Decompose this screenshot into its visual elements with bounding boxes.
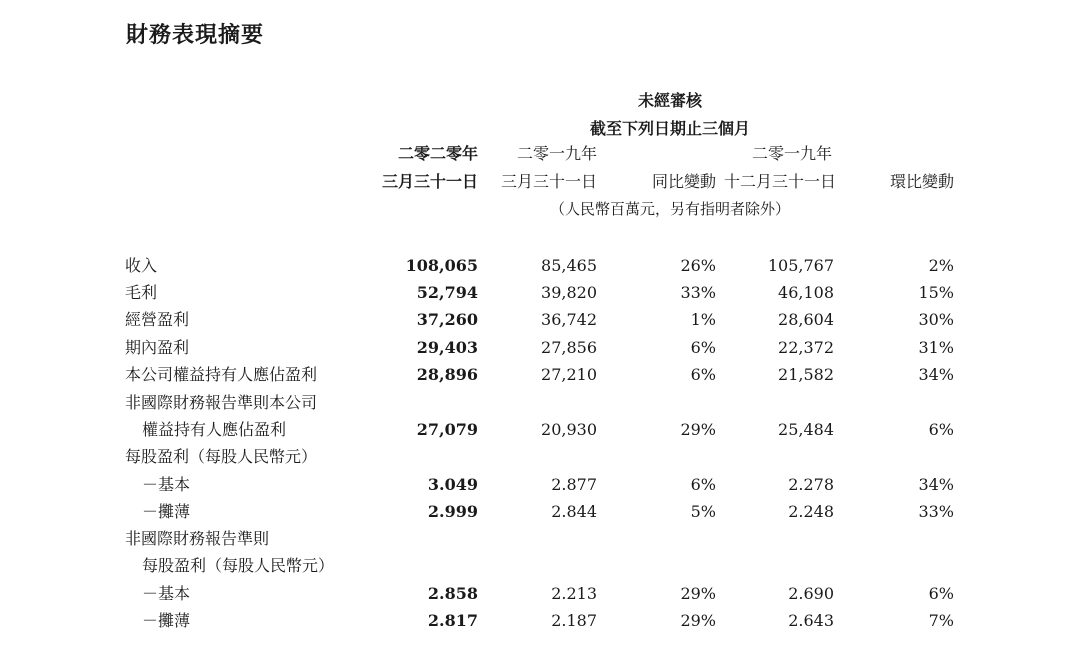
row-label: 期內盈利 <box>125 338 190 357</box>
value-qoq: 30% <box>918 310 954 329</box>
value-2019q4: 105,767 <box>767 256 834 275</box>
value-yoy: 6% <box>690 338 716 357</box>
row-label: 非國際財務報告準則 <box>125 529 270 548</box>
value-2020q1: 28,896 <box>416 365 478 384</box>
table-row <box>0 252 1080 279</box>
value-2020q1: 37,260 <box>416 310 478 329</box>
value-2019q1: 20,930 <box>541 420 597 439</box>
col3-header <box>652 140 716 196</box>
value-2019q4: 2.643 <box>788 611 834 630</box>
value-2019q1: 2.877 <box>551 475 597 494</box>
table-row <box>0 552 1080 579</box>
value-2019q1: 2.213 <box>551 584 597 603</box>
row-label: 每股盈利（每股人民幣元） <box>142 556 335 575</box>
col4-header <box>724 140 836 196</box>
value-yoy: 26% <box>680 256 716 275</box>
value-2019q1: 27,210 <box>541 365 597 384</box>
col4-header-line2: 十二月三十一日 <box>723 172 836 191</box>
value-qoq: 7% <box>928 611 954 630</box>
value-yoy: 29% <box>680 584 716 603</box>
row-label: 收入 <box>125 256 158 275</box>
value-yoy: 6% <box>690 475 716 494</box>
value-2019q4: 22,372 <box>778 338 834 357</box>
table-row <box>0 498 1080 525</box>
col4-header-line1: 二零一九年 <box>751 144 832 163</box>
row-label: 權益持有人應佔盈利 <box>142 420 287 439</box>
header-period: 截至下列日期止三個月 <box>589 119 750 138</box>
value-2020q1: 108,065 <box>405 256 478 275</box>
value-2019q4: 21,582 <box>778 365 834 384</box>
page-title: 財務表現摘要 <box>126 23 265 48</box>
row-label: 毛利 <box>125 283 158 302</box>
table-row <box>0 580 1080 607</box>
value-2020q1: 2.817 <box>427 611 478 630</box>
value-2019q1: 27,856 <box>541 338 597 357</box>
value-yoy: 5% <box>690 502 716 521</box>
col3-header-line1 <box>652 140 716 168</box>
value-2019q1: 85,465 <box>541 256 597 275</box>
value-qoq: 6% <box>928 420 954 439</box>
col2-header-line1: 二零一九年 <box>516 144 597 163</box>
value-2019q4: 2.248 <box>788 502 834 521</box>
table-row <box>0 525 1080 552</box>
table-row <box>0 416 1080 443</box>
col5-header <box>890 140 954 196</box>
value-qoq: 31% <box>918 338 954 357</box>
value-2020q1: 29,403 <box>416 338 478 357</box>
value-2019q4: 25,484 <box>778 420 834 439</box>
value-qoq: 2% <box>928 256 954 275</box>
row-label: －攤薄 <box>142 611 191 630</box>
value-2019q1: 2.187 <box>551 611 597 630</box>
value-qoq: 15% <box>918 283 954 302</box>
value-qoq: 34% <box>918 365 954 384</box>
value-yoy: 6% <box>690 365 716 384</box>
value-2020q1: 2.999 <box>427 502 478 521</box>
col2-header-line2: 三月三十一日 <box>500 172 597 191</box>
value-2020q1: 27,079 <box>416 420 478 439</box>
row-label: －基本 <box>142 475 191 494</box>
value-yoy: 1% <box>690 310 716 329</box>
col1-header-line1: 二零二零年 <box>397 144 478 163</box>
row-label: 非國際財務報告準則本公司 <box>125 393 318 412</box>
row-label: 經營盈利 <box>125 310 190 329</box>
col5-header-line2: 環比變動 <box>889 172 954 191</box>
value-yoy: 29% <box>680 420 716 439</box>
table-row <box>0 443 1080 470</box>
value-qoq: 34% <box>918 475 954 494</box>
value-qoq: 33% <box>918 502 954 521</box>
table-row <box>0 279 1080 306</box>
table-row <box>0 334 1080 361</box>
col3-header-line2: 同比變動 <box>651 172 716 191</box>
col5-header-line1 <box>890 140 954 168</box>
value-2020q1: 2.858 <box>427 584 478 603</box>
value-2019q1: 36,742 <box>541 310 597 329</box>
value-yoy: 33% <box>680 283 716 302</box>
col1-header-line2: 三月三十一日 <box>381 172 478 191</box>
value-2019q4: 2.690 <box>788 584 834 603</box>
value-2019q4: 2.278 <box>788 475 834 494</box>
value-2019q1: 39,820 <box>541 283 597 302</box>
unit-note: （人民幣百萬元，另有指明者除外） <box>549 200 790 218</box>
value-qoq: 6% <box>928 584 954 603</box>
value-2020q1: 3.049 <box>427 475 478 494</box>
value-2019q4: 46,108 <box>778 283 834 302</box>
table-row <box>0 389 1080 416</box>
row-label: －基本 <box>142 584 191 603</box>
value-2019q1: 2.844 <box>551 502 597 521</box>
row-label: 每股盈利（每股人民幣元） <box>125 447 318 466</box>
value-yoy: 29% <box>680 611 716 630</box>
value-2020q1: 52,794 <box>416 283 478 302</box>
table-row <box>0 306 1080 333</box>
table-row <box>0 471 1080 498</box>
table-row <box>0 361 1080 388</box>
col1-header <box>382 140 478 196</box>
header-unaudited: 未經審核 <box>637 91 702 110</box>
table-row <box>0 607 1080 634</box>
row-label: －攤薄 <box>142 502 191 521</box>
value-2019q4: 28,604 <box>778 310 834 329</box>
row-label: 本公司權益持有人應佔盈利 <box>125 365 318 384</box>
col2-header <box>501 140 597 196</box>
